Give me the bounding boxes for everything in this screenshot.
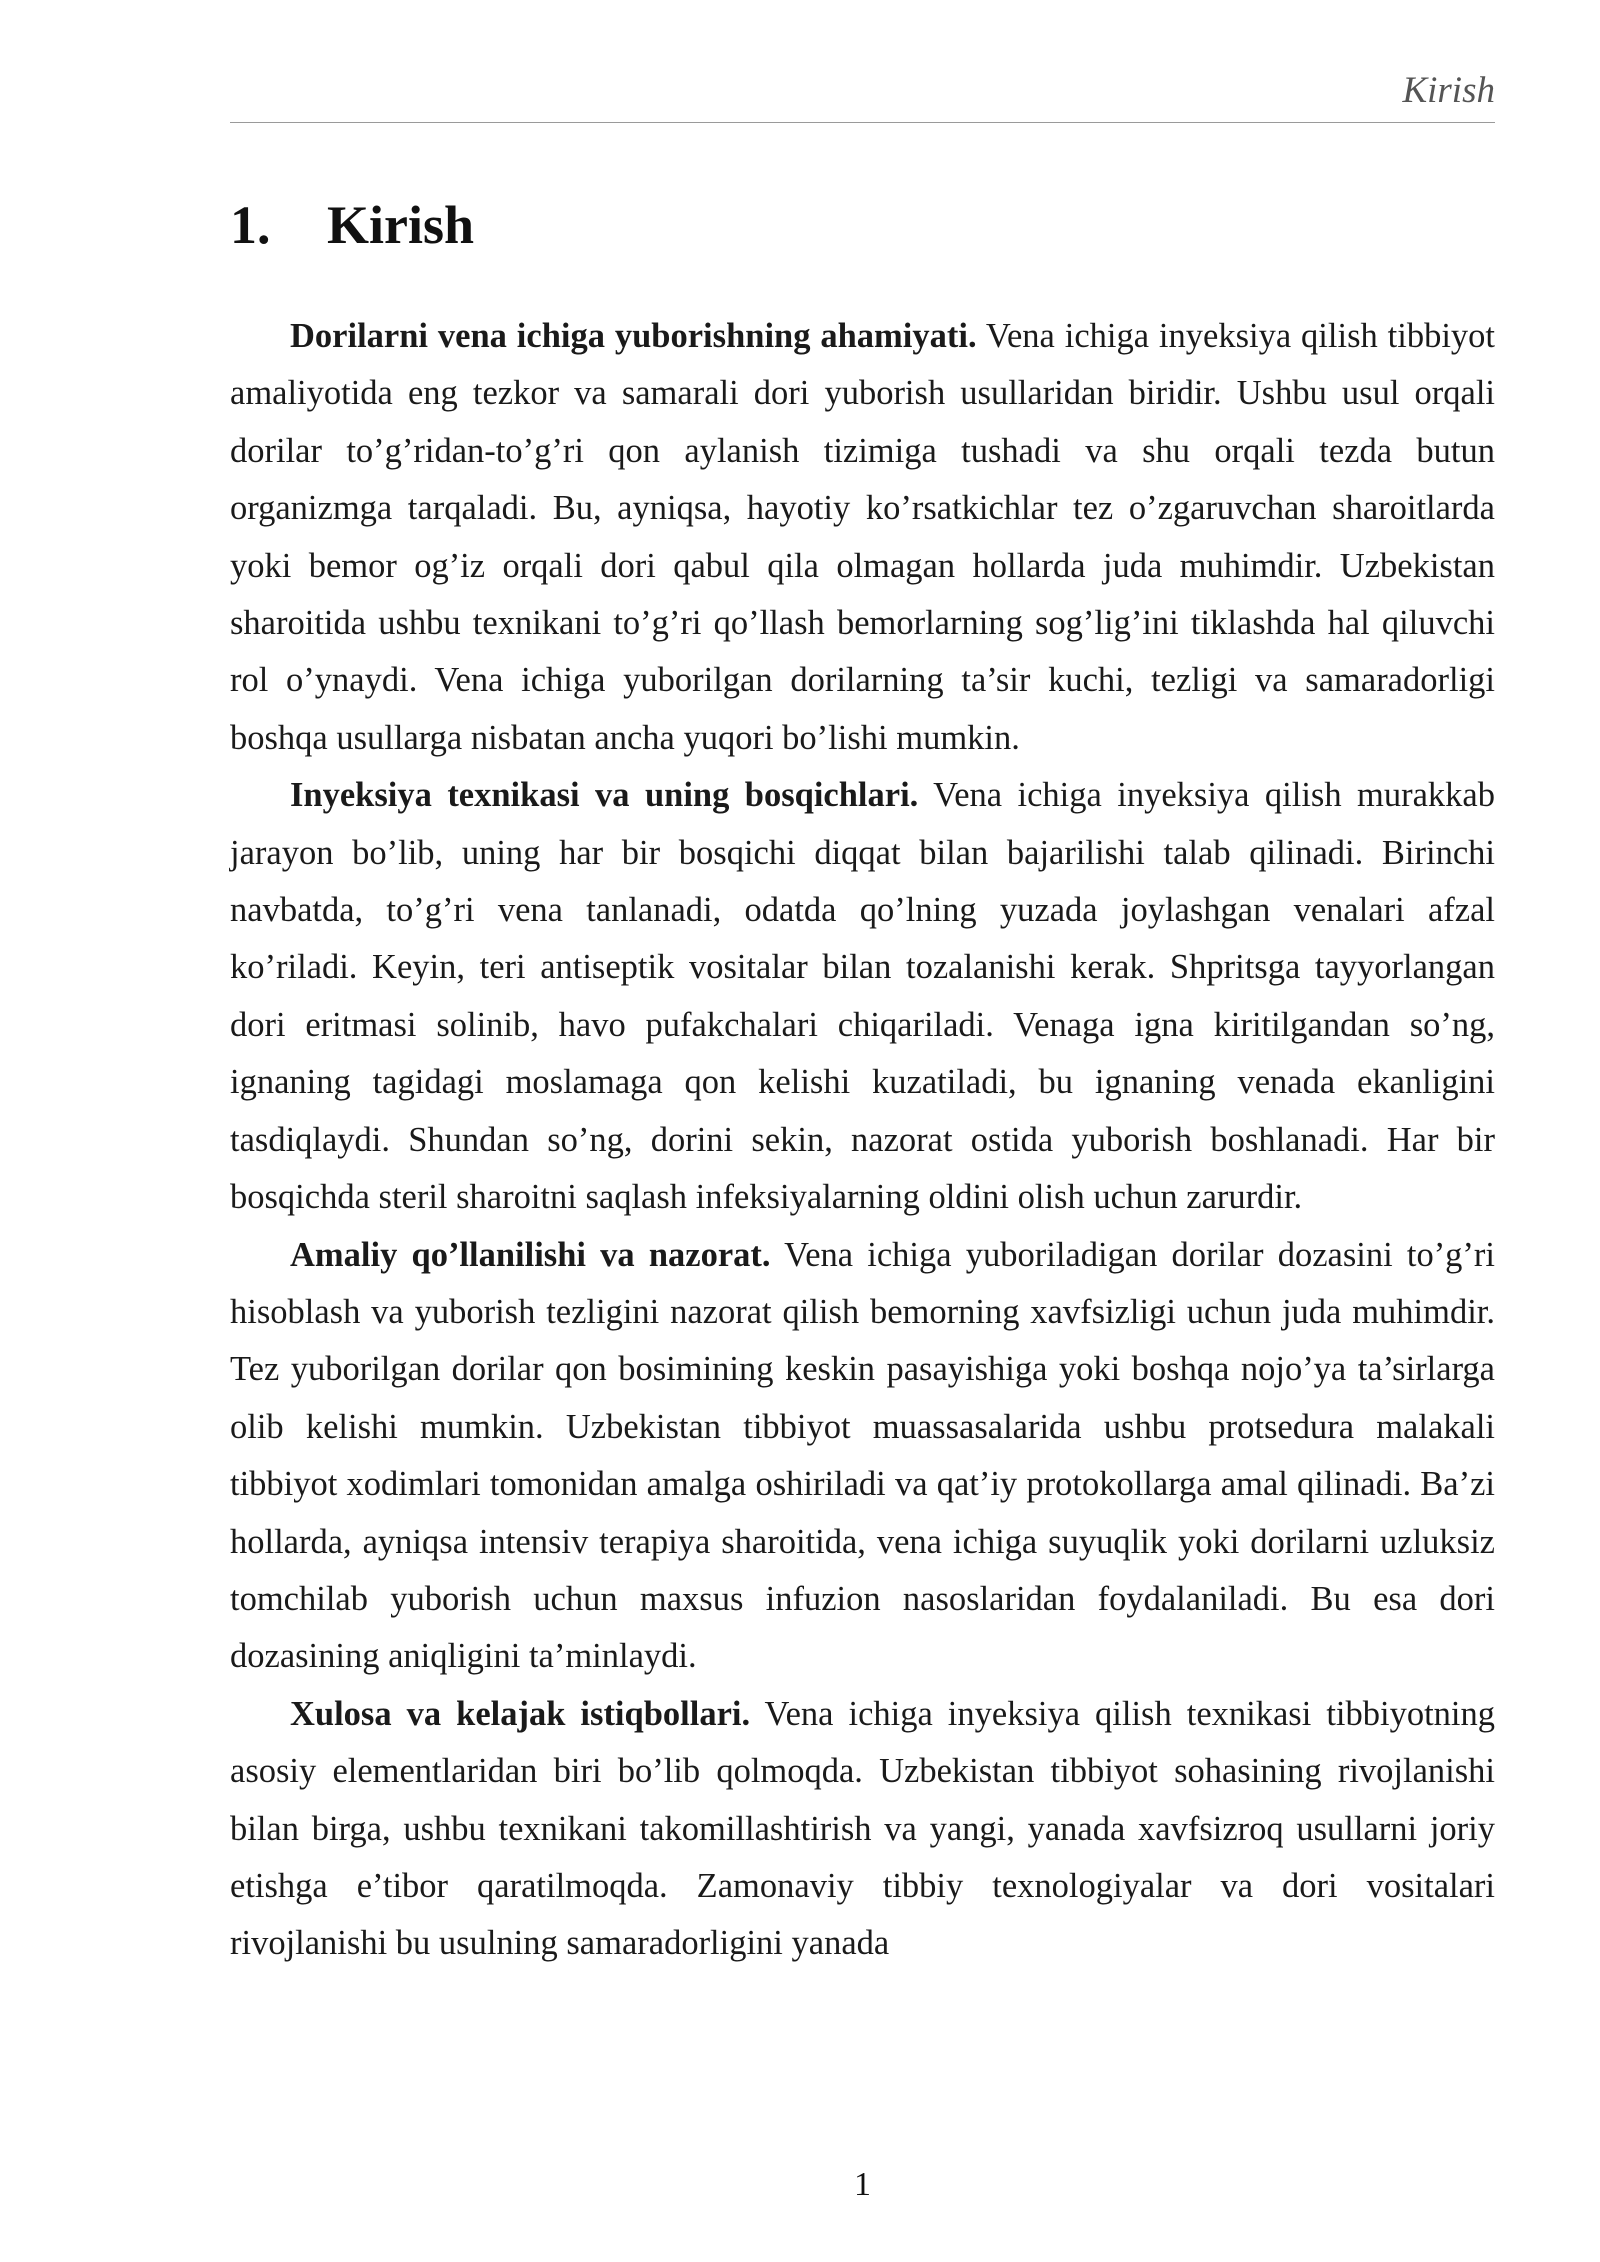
paragraph-lead: Dorilarni vena ichiga yuborishning ahamiyati. <box>290 317 977 355</box>
document-page <box>230 0 1495 2262</box>
paragraph-lead: Inyeksiya texnikasi va uning bosqichlari. <box>290 776 919 815</box>
paragraph-text: Vena ichiga inyeksiya qilish tibbiyot amaliyotida eng tezkor va samarali dori yuborish usullaridan biridir. Ushbu usul orqali dorilar to’g’ridan-to’g’ri qon aylanish tizimiga tushadi va shu orqali tezda butun organizmga tarqaladi. Bu, ayniqsa, hayotiy ko’rsatkichlar tez o’zgaruvchan sharoitlarda yoki bemor og’iz orqali dori qabul qila olmagan hollarda juda muhimdir. Uzbekistan sharoitida ushbu texnikani to’g’ri qo’llash bemorlarning sog’lig’ini tiklashda hal qiluvchi rol o’ynaydi. Vena ichiga yuborilgan dorilarning ta’sir kuchi, tezligi va samaradorligi boshqa usullarga nisbatan ancha yuqori bo’lishi mumkin. <box>230 317 1495 757</box>
chapter-title: Kirish <box>327 195 475 255</box>
paragraph-lead: Amaliy qo’llanilishi va nazorat. <box>290 1235 771 1274</box>
header-divider <box>230 122 1495 123</box>
paragraph-technique <box>230 767 1495 1226</box>
paragraph-practice <box>230 1227 1495 1686</box>
paragraph-importance <box>230 308 1495 767</box>
paragraph-text: Vena ichiga inyeksiya qilish murakkab jarayon bo’lib, uning har bir bosqichi diqqat bilan bajarilishi talab qilinadi. Birinchi navbatda, to’g’ri vena tanlanadi, odatda qo’lning yuzada joylashgan venalari afzal ko’riladi. Keyin, teri antiseptik vositalar bilan tozalanishi kerak. Shpritsga tayyorlangan dori eritmasi solinib, havo pufakchalari chiqariladi. Venaga igna kiritilgandan so’ng, ignaning tagidagi moslamaga qon kelishi kuzatiladi, bu ignaning venada ekanligini tasdiqlaydi. Shundan so’ng, dorini sekin, nazorat ostida yuborish boshlanadi. Har bir bosqichda steril sharoitni saqlash infeksiyalarning oldini olish uchun zarurdir. <box>230 776 1495 1217</box>
paragraph-lead: Xulosa va kelajak istiqbollari. <box>290 1694 751 1733</box>
chapter-heading <box>230 195 475 255</box>
chapter-number: 1. <box>230 195 271 255</box>
running-header: Kirish <box>1402 70 1495 111</box>
paragraph-text: Vena ichiga yuboriladigan dorilar dozasini to’g’ri hisoblash va yuborish tezligini nazorat qilish bemorning xavfsizligi uchun juda muhimdir. Tez yuborilgan dorilar qon bosimining keskin pasayishiga yoki boshqa nojo’ya ta’sirlarga olib kelishi mumkin. Uzbekistan tibbiyot muassasalarida ushbu protsedura malakali tibbiyot xodimlari tomonidan amalga oshiriladi va qat’iy protokollarga amal qilinadi. Ba’zi hollarda, ayniqsa intensiv terapiya sharoitida, vena ichiga suyuqlik yoki dorilarni uzluksiz tomchilab yuborish uchun maxsus infuzion nasoslaridan foydalaniladi. Bu esa dori dozasining aniqligini ta’minlaydi. <box>230 1235 1495 1676</box>
paragraph-conclusion <box>230 1686 1495 1973</box>
paragraph-text: Vena ichiga inyeksiya qilish texnikasi tibbiyotning asosiy elementlaridan biri bo’lib qolmoqda. Uzbekistan tibbiyot sohasining rivojlanishi bilan birga, ushbu texnikani takomillashtirish va yangi, yanada xavfsizroq usullarni joriy etishga e’tibor qaratilmoqda. Zamonaviy tibbiy texnologiyalar va dori vositalari rivojlanishi bu usulning samaradorligini yanada <box>230 1694 1495 1963</box>
page-number: 1 <box>854 2166 871 2203</box>
body-text <box>230 308 1495 1973</box>
